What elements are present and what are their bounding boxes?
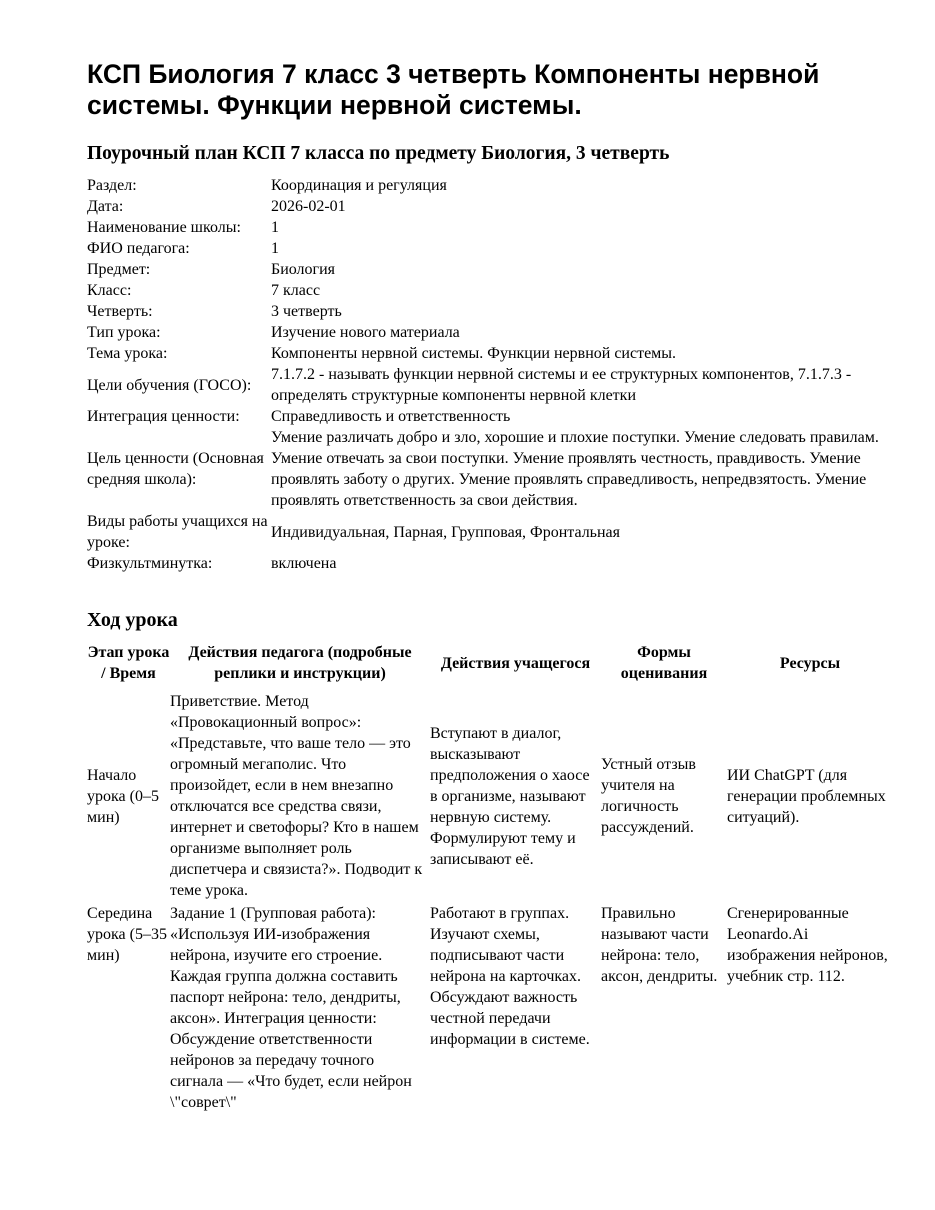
cell-stage: Начало урока (0–5 мин) [87,766,159,826]
cell-student-actions: Вступают в диалог, высказывают предположения о хаосе в организме, называют нервную систему. Формулируют тему и записывают её. [430,724,590,868]
info-row-section [87,175,893,196]
info-row-grade [87,280,893,301]
info-row-quarter [87,301,893,322]
cell-resources: Сгенерированные Leonardo.Ai изображения нейронов, учебник стр. 112. [727,905,888,985]
info-label: Цель ценности (Основная средняя школа): [87,450,264,488]
plan-subtitle: Поурочный план КСП 7 класса по предмету Биология, 3 четверть [87,143,670,164]
lesson-table-header [87,642,893,691]
page-title: КСП Биология 7 класс 3 четверть Компоненты нервной системы. Функции нервной системы. [87,59,820,120]
column-header-teacher-actions: Действия педагога (подробные реплики и инструкции) [188,644,412,682]
info-value: 7 класс [271,282,321,299]
info-row-teacher [87,238,893,259]
info-label: Интеграция ценности: [87,408,240,425]
info-value: Изучение нового материала [271,324,460,341]
info-label: Четверть: [87,303,153,320]
info-value: 3 четверть [271,303,342,320]
info-value: включена [271,555,337,572]
cell-student-actions: Работают в группах. Изучают схемы, подписывают части нейрона на карточках. Обсуждают важность честной передачи информации в системе. [430,905,590,1048]
info-row-lesson-type [87,322,893,343]
info-row-objectives [87,364,893,406]
info-label: Тип урока: [87,324,161,341]
info-value: 1 [271,219,279,236]
info-label: Класс: [87,282,132,299]
info-label: Виды работы учащихся на уроке: [87,513,268,551]
cell-stage: Середина урока (5–35 мин) [87,905,167,964]
column-header-stage: Этап урока / Время [87,644,170,682]
info-label: Наименование школы: [87,219,241,236]
info-row-pe-break [87,553,893,574]
info-value: Умение различать добро и зло, хорошие и плохие поступки. Умение следовать правилам. Умение отвечать за свои поступки. Умение проявлять честность, правдивость. Умение проявлять заботу о других. Умение проявлять справедливость, непредвзятость. Умение проявлять ответственность за свои действия. [271,429,879,509]
column-header-assessment: Формы оценивания [620,644,708,682]
column-header-resources: Ресурсы [779,654,841,672]
cell-teacher-actions: Приветствие. Метод «Провокационный вопрос»: «Представьте, что ваше тело — это огромный мегаполис. Что произойдет, если в нем внезапно отключатся все средства связи, интернет и светофоры? Кто в нашем организме выполняет роль диспетчера и связиста?». Подводит к теме урока. [170,693,423,899]
info-value: Справедливость и ответственность [271,408,511,425]
info-value: Координация и регуляция [271,177,447,194]
table-row [87,691,893,903]
info-label: Дата: [87,198,124,215]
info-value: Компоненты нервной системы. Функции нервной системы. [271,345,677,362]
cell-assessment: Правильно называют части нейрона: тело, аксон, дендриты. [601,905,718,985]
info-label: Тема урока: [87,345,168,362]
info-row-school [87,217,893,238]
info-label: ФИО педагога: [87,240,190,257]
column-header-student-actions: Действия учащегося [440,654,591,672]
info-value: Индивидуальная, Парная, Групповая, Фронтальная [271,523,620,541]
lesson-table [87,642,893,1113]
info-row-work-types [87,511,893,553]
info-value: Биология [271,261,336,278]
table-row [87,903,893,1113]
info-label: Раздел: [87,177,137,194]
info-row-date [87,196,893,217]
cell-resources: ИИ ChatGPT (для генерации проблемных ситуаций). [727,766,886,826]
lesson-heading: Ход урока [87,609,178,631]
info-value: 7.1.7.2 - называть функции нервной системы и ее структурных компонентов, 7.1.7.3 - определять структурные компоненты нервной клетки [271,366,852,404]
plan-info-table [87,175,893,574]
info-value: 2026-02-01 [271,198,346,215]
info-value: 1 [271,240,279,257]
info-row-value-integration [87,406,893,427]
cell-assessment: Устный отзыв учителя на логичность рассуждений. [601,756,696,836]
info-row-topic [87,343,893,364]
info-label: Предмет: [87,261,151,278]
info-row-value-goal [87,427,893,511]
cell-teacher-actions: Задание 1 (Групповая работа): «Используя ИИ-изображения нейрона, изучите его строение. Каждая группа должна составить паспорт нейрона: тело, дендриты, аксон». Интеграция ценности: Обсуждение ответственности нейронов за передачу точного сигнала — «Что будет, если нейрон \"соврет\" [170,905,412,1111]
info-label: Цели обучения (ГОСО): [87,376,252,394]
info-row-subject [87,259,893,280]
info-label: Физкультминутка: [87,555,213,572]
